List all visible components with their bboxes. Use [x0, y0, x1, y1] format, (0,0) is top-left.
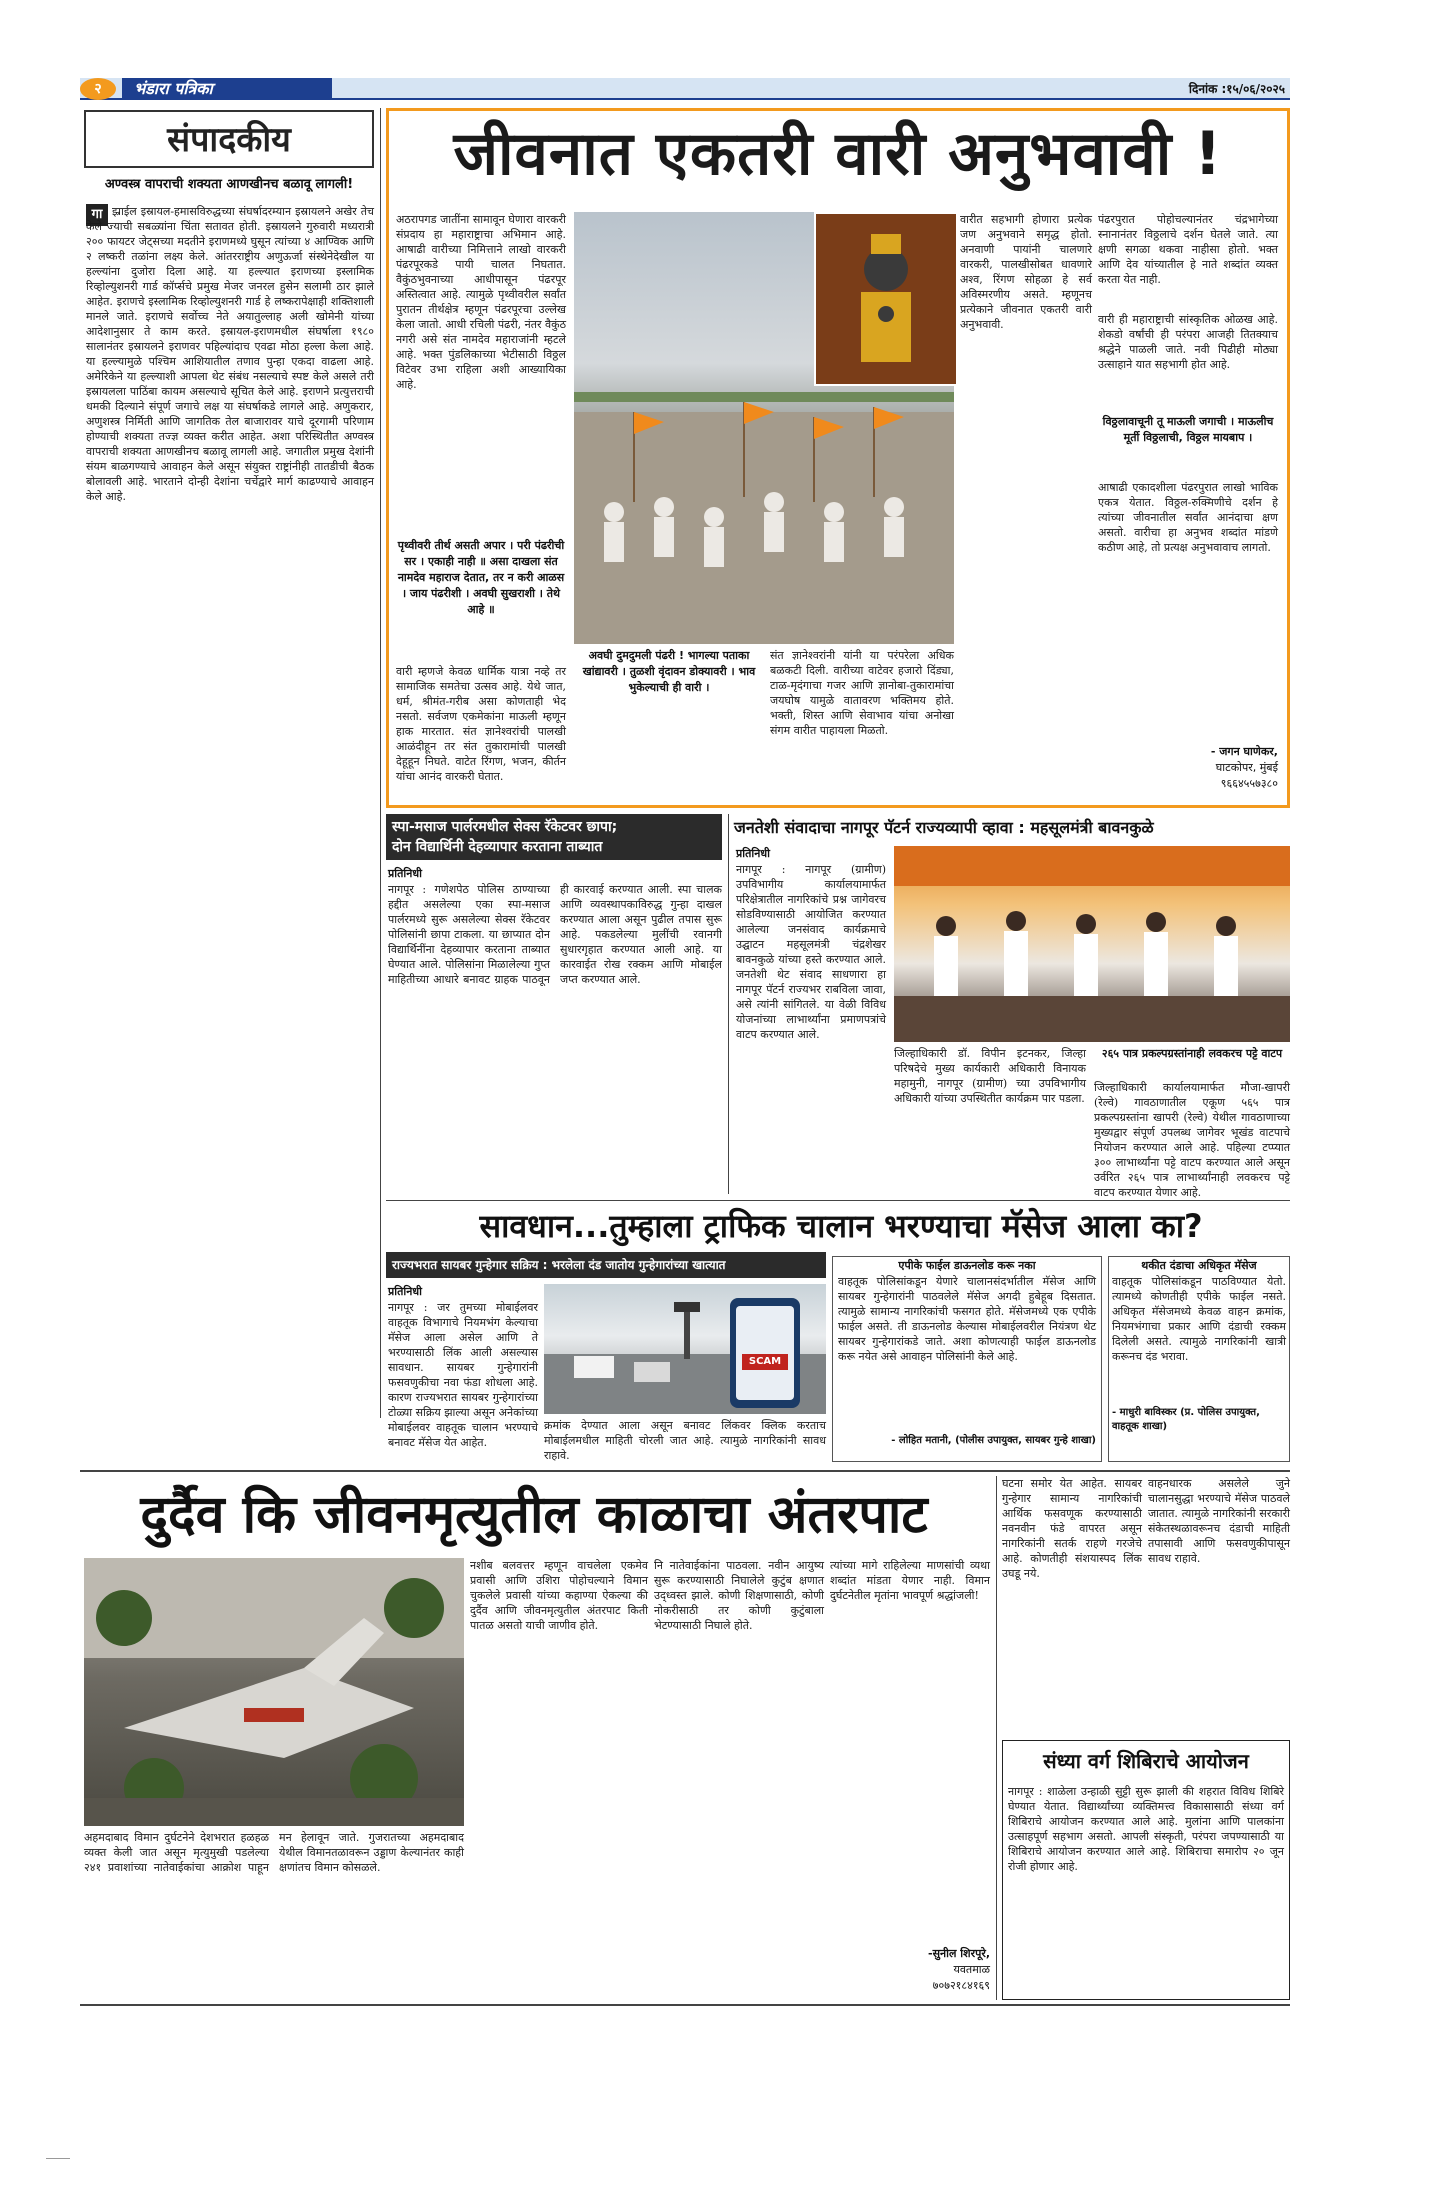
plane-crash-photo: [84, 1558, 464, 1826]
plane-author: -सुनील शिरपूरे,: [928, 1947, 990, 1960]
spa-body: नागपूर : गणेशपेठ पोलिस ठाण्याच्या हद्दीत असलेल्या एका स्पा-मसाज पार्लरमध्ये सुरू असलेल्या सेक्स रॅकेटवर पोलिसांनी छापा टाकला. या छाप्यात दोन विद्यार्थिनींना देहव्यापार करताना ताब्यात घेण्यात आले. पोलिसांना मिळालेल्या गुप्त माहितीच्या आधारे बनावट ग्राहक पाठवून ही कारवाई करण्यात आली. स्पा चालक आणि व्यवस्थापकाविरुद्ध गुन्हा दाखल करण्यात आला असून पुढील तपास सुरू आहे. पकडलेल्या मुलींची रवानगी सुधारगृहात करण्यात आली आहे. या कारवाईत रोख रक्कम आणि मोबाईल जप्त करण्यात आले.: [388, 883, 722, 986]
wari-col3: संत ज्ञानेश्वरांनी यांनी या परंपरेला अधिक बळकटी दिली. वारीच्या वाटेवर हजारो दिंड्या, टाळ-मृदंगाचा गजर आणि ज्ञानोबा-तुकारामांचा जयघोष यामुळे वातावरण भक्तिमय होते. भक्ती, शिस्त आणि सेवाभाव यांचा अनोखा संगम वारीत पाहायला मिळतो.: [770, 649, 954, 737]
plane-col3: नि नातेवाईकांना पाठवला. नवीन आयुष्य सुरू करण्यासाठी निघालेले कुटुंब क्षणात उद्ध्वस्त झाले. कोणी शिक्षणासाठी, कोणी नोकरीसाठी तर कोणी कुटुंबाला भेटण्यासाठी निघाले होते.: [654, 1559, 824, 1632]
wari-author: - जगन घाणेकर,: [1210, 745, 1278, 758]
janata-photo-caption: जिल्हाधिकारी डॉ. विपीन इटनकर, जिल्हा परिषदेचे मुख्य कार्यकारी अधिकारी विनायक महामुनी, नागपूर (ग्रामीण) च्या उपविभागीय अधिकारी यांच्या उपस्थितीत कार्यक्रम पार पडला.: [894, 1047, 1086, 1105]
plane-author-place: यवतमाळ: [953, 1963, 990, 1976]
plane-top-rule: [80, 1470, 1290, 1472]
traffic-right-body: वाहतूक पोलिसांकडून पाठविण्यात येतो. त्यामध्ये कोणतीही एपीके फाईल नसते. अधिकृत मॅसेजमध्ये केवळ वाहन क्रमांक, नियमभंगाचा प्रकार आणि दंडाची रक्कम दिलेली असते. त्यामुळे नागरिकांनी खात्री करूनच दंड भरावा.: [1112, 1275, 1286, 1363]
traffic-right-author: - माधुरी बाविस्कर (प्र. पोलिस उपायुक्त, वाहतूक शाखा): [1112, 1407, 1260, 1432]
wari-author-phone: ९६६४५५७३८०: [1220, 777, 1278, 790]
wari-col4: वारीत सहभागी होणारा प्रत्येक जण अनुभवाने समृद्ध होतो. अनवाणी पायांनी चालणारे वारकरी, पालखीसोबत धावणारे अश्व, रिंगण सोहळा हे सर्व अविस्मरणीय असते. म्हणूनच प्रत्येकाने जीवनात एकतरी वारी अनुभवावी.: [960, 213, 1092, 331]
scam-label: SCAM: [748, 1356, 782, 1367]
traffic-apk-body: वाहतूक पोलिसांकडून येणारे चालानसंदर्भातील मॅसेज आणि सायबर गुन्हेगारांनी पाठवलेले मॅसेज अगदी हुबेहूब दिसतात. त्यामुळे सामान्य नागरिकांची फसगत होते. मॅसेजमध्ये एक एपीके फाईल असते. ती डाऊनलोड केल्यास मोबाईलवरील नियंत्रण थेट सायबर गुन्हेगारांकडे जाते. अशा कोणत्याही फाईल डाऊनलोड करू नयेत असे आवाहन पोलिसांनी केले आहे.: [838, 1275, 1096, 1363]
traffic-apk-title: एपीके फाईल डाऊनलोड करू नका: [898, 1259, 1036, 1272]
editorial-label: संपादकीय: [167, 120, 291, 160]
masthead-name: [122, 78, 332, 100]
plane-photo-art: [84, 1558, 464, 1826]
spa-headline-box: [386, 814, 722, 860]
plane-col2: नशीब बलवत्तर म्हणून वाचलेला एकमेव प्रवासी आणि उशिरा पोहोचल्याने विमान चुकलेले प्रवासी यांच्या कहाण्या ऐकल्या की दुर्दैव आणि जीवनमृत्युतील अंतरपाट किती पातळ असतो याची जाणीव होते.: [470, 1559, 648, 1632]
traffic-headline: सावधान...तुम्हाला ट्राफिक चालान भरण्याचा मॅसेज आला का?: [479, 1207, 1203, 1245]
janata-photo-art: [894, 846, 1290, 1042]
sandhya-body: नागपूर : शाळेला उन्हाळी सुट्टी सुरू झाली की शहरात विविध शिबिरे घेण्यात येतात. विद्यार्थ्यांच्या व्यक्तिमत्त्व विकासासाठी संध्या वर्ग शिबिराचे आयोजन करण्यात आले आहे. मुलांना आणि पालकांना उत्साहपूर्ण सहभाग असतो. आपली संस्कृती, परंपरा जपण्यासाठी या शिबिराचे आयोजन करण्यात आले आहे. शिबिराचा समारोप २० जून रोजी होणार आहे.: [1008, 1785, 1284, 1873]
page-bottom-rule: [80, 2004, 1290, 2006]
vitthal-idol-inset: [814, 212, 958, 386]
plane-headline: दुर्दैव कि जीवनमृत्युतील काळाचा अंतरपाट: [140, 1485, 928, 1545]
janata-sidebar-title: २६५ पात्र प्रकल्पग्रस्तांनाही लवकरच पट्टे वाटप: [1101, 1047, 1283, 1060]
wari-col2: वारी म्हणजे केवळ धार्मिक यात्रा नव्हे तर सामाजिक समतेचा उत्सव आहे. येथे जात, धर्म, श्रीमंत-गरीब असा कोणताही भेद नसतो. सर्वजण एकमेकांना माऊली म्हणून हाक मारतात. संत ज्ञानेश्वरांची पालखी आळंदीहून तर संत तुकारामांची पालखी देहूहून निघते. वाटेत रिंगण, भजन, कीर्तन यांचा आनंद वारकरी घेतात.: [396, 665, 566, 783]
wari-author-place: घाटकोपर, मुंबई: [1215, 761, 1278, 774]
janata-event-photo: [894, 846, 1290, 1042]
page-number-badge: [80, 78, 116, 100]
wari-col1: अठरापगड जातींना सामावून घेणारा वारकरी संप्रदाय हा महाराष्ट्राचा अभिमान आहे. आषाढी वारीच्या निमित्ताने लाखो वारकरी पंढरपूरकडे पायी चालत निघतात. वैकुंठभुवनाच्या आधीपासून पंढरपूर अस्तित्वात आहे. त्यामुळे पृथ्वीवरील सर्वांत पुरातन तीर्थक्षेत्र म्हणून पंढरपूरचा उल्लेख केला जातो. आधी रचिली पंढरी, नंतर वैकुंठ नगरी असे संत नामदेव महाराजांनी म्हटले आहे. भक्त पुंडलिकाच्या भेटीसाठी विठ्ठल विटेवर उभा राहिला अशी आख्यायिका आहे.: [396, 213, 566, 391]
traffic-subhead: राज्यभरात सायबर गुन्हेगार सक्रिय : भरलेला दंड जातोय गुन्हेगारांच्या खात्यात: [392, 1258, 726, 1272]
traffic-subhead-bar: [386, 1252, 826, 1278]
traffic-body-4: वाहनधारक असलेले जुने चालानसुद्धा भरण्याचे मॅसेज पाठवले जातात. त्यामुळे नागरिकांनी सरकारी संकेतस्थळावरूनच दंडाची माहिती तपासावी आणि फसवणुकीपासून सावध राहावे.: [1148, 1477, 1290, 1565]
janata-headline: जनतेशी संवादाचा नागपूर पॅटर्न राज्यव्यापी व्हावा : महसूलमंत्री बावनकुळे: [734, 818, 1154, 837]
traffic-apk-author: - लोहित मतानी, (पोलीस उपायुक्त, सायबर गुन्हे शाखा): [891, 1435, 1096, 1446]
page-number: २: [94, 81, 102, 97]
page-foot-mark: [46, 2158, 70, 2159]
traffic-right-title: थकीत दंडाचा अधिकृत मॅसेज: [1141, 1259, 1257, 1272]
traffic-byline: प्रतिनिधी: [388, 1285, 422, 1298]
editorial-headline: अण्वस्त्र वापराची शक्यता आणखीनच बळावू लागली!: [104, 177, 354, 192]
traffic-scam-photo: [544, 1284, 826, 1414]
plane-col1: अहमदाबाद विमान दुर्घटनेने देशभरात हळहळ व्यक्त केली जात असून मृत्युमुखी पडलेल्या २४१ प्रवाशांच्या नातेवाईकांचा आक्रोश पाहून मन हेलावून जाते. गुजरातच्या अहमदाबाद येथील विमानतळावरून उड्डाण केल्यानंतर काही क्षणांतच विमान कोसळले.: [84, 1831, 464, 1874]
plane-author-phone: ७०७२१८४१६९: [932, 1979, 990, 1992]
janata-body: नागपूर : नागपूर (ग्रामीण) उपविभागीय कार्यालयामार्फत परिक्षेत्रातील नागरिकांचे प्रश्न जागेवरच सोडविण्यासाठी आयोजित करण्यात आलेल्या जनसंवाद कार्यक्रमाचे उद्घाटन महसूलमंत्री चंद्रशेखर बावनकुळे यांच्या हस्ते करण्यात आले. जनतेशी थेट संवाद साधणारा हा नागपूर पॅटर्न राज्यभर राबविला जावा, असे त्यांनी सांगितले. या वेळी विविध योजनांच्या लाभार्थ्यांना प्रमाणपत्रांचे वाटप करण्यात आले.: [736, 863, 886, 1041]
traffic-body-3: घटना समोर येत आहेत. सायबर गुन्हेगार सामान्य नागरिकांची आर्थिक फसवणूक करण्यासाठी नवनवीन फंडे वापरत असून नागरिकांनी सतर्क राहणे गरजेचे आहे. कोणतीही संशयास्पद लिंक उघडू नये.: [1002, 1477, 1142, 1580]
wari-quote-2: विठ्ठलावाचूनी तू माऊली जगाची । माऊलीच मूर्ती विठ्ठलाची, विठ्ठल मायबाप ।: [1102, 415, 1274, 444]
wari-headline: जीवनात एकतरी वारी अनुभवावी !: [453, 119, 1223, 189]
masthead-date: दिनांक :१५/०६/२०२५: [1188, 82, 1285, 96]
sandhya-headline: संध्या वर्ग शिबिराचे आयोजन: [1043, 1749, 1249, 1773]
editorial-body: झ्राईल इस्रायल-हमासविरुद्धच्या संघर्षादरम्यान इस्रायलने अखेर तेच केले ज्याची सबळ्यांना चिंता सतावत होती. इस्रायलने गुरुवारी मध्यरात्री २०० फायटर जेट्सच्या मदतीने इराणमध्ये घुसून त्यांच्या ४ आण्विक आणि २ लष्करी तळांना लक्ष्य केले. आंतरराष्ट्रीय अणुऊर्जा संस्थेनेदेखील या हल्ल्यांना दुजोरा दिला आहे. या हल्ल्यात इराणच्या इस्लामिक रिव्होल्युशनरी गार्ड कॉर्प्सचे प्रमुख मेजर जनरल हुसेन सलामी ठार झाले आहेत. इराणचे इस्लामिक रिव्होल्युशनरी गार्ड हे लष्करापेक्षाही शक्तिशाली मानले जाते. इराणचे सर्वोच्च नेते अयातुल्लाह अली खोमेनी यांच्या आदेशानुसार ते काम करते. इस्रायल-इराणमधील संघर्षाला १९८० सालानंतर इस्रायलने इराणवर पहिल्यांदाच एवढा मोठा हल्ला केला आहे. या हल्ल्यामुळे पश्चिम आशियातील तणाव पुन्हा एकदा वाढला आहे. अमेरिकेने या हल्ल्याशी आपला थेट संबंध नसल्याचे स्पष्ट केले असले तरी इस्रायलला पाठिंबा कायम असल्याचे सूचित केले आहे. इराणने प्रत्युत्तराची धमकी दिल्याने संपूर्ण जगाचे लक्ष या संघर्षाकडे लागले आहे. अणुकरार, अणुशस्त्र निर्मिती आणि जागतिक तेल बाजारावर याचे दूरगामी परिणाम होण्याची शक्यता तज्ज्ञ व्यक्त करीत आहेत. अशा परिस्थितीत अण्वस्त्र वापराची शक्यता आणखीनच बळावू लागली आहे. जगातील प्रमुख देशांनी संयम बाळगण्याचे आवाहन केले असून संयुक्त राष्ट्रांनीही तातडीची बैठक बोलावली आहे. भारताने दोन्ही देशांना चर्चेद्वारे मार्ग काढण्याचे आवाहन केले आहे.: [86, 205, 374, 503]
traffic-photo-art: [544, 1284, 826, 1414]
editorial-divider: [380, 108, 381, 1418]
traffic-body-2: क्रमांक देण्यात आला असून बनावट लिंकवर क्लिक करताच मोबाईलमधील माहिती चोरली जात आहे. त्यामुळे नागरिकांनी सावध राहावे.: [544, 1419, 826, 1462]
traffic-body-1: नागपूर : जर तुमच्या मोबाईलवर वाहतूक विभागाचे नियमभंग केल्याचा मॅसेज आला असेल आणि ते भरण्यासाठी लिंक आली असल्यास सावधान. सायबर गुन्हेगारांनी फसवणुकीचा नवा फंडा शोधला आहे. कारण राज्यभरात सायबर गुन्हेगारांच्या टोळ्या सक्रिय झाल्या असून अनेकांच्या मोबाईलवर वाहतूक चालान भरण्याचे बनावट मॅसेज येत आहेत.: [388, 1301, 538, 1449]
editorial-label-box: [84, 110, 374, 168]
spa-headline-1: स्पा-मसाज पार्लरमधील सेक्स रॅकेटवर छापा;: [392, 819, 618, 835]
janata-sidebar-body: जिल्हाधिकारी कार्यालयामार्फत मौजा-खापरी (रेल्वे) गावठाणातील एकूण ५६५ पात्र प्रकल्पग्रस्तांना खापरी (रेल्वे) येथील गावठाणाच्या मुख्यद्वार संपूर्ण उपलब्ध जागेवर भूखंड वाटपाचे नियोजन करण्यात आले आहे. पहिल्या टप्प्यात ३०० लाभार्थ्यांना पट्टे वाटप करण्यात आले असून उर्वरित २६५ पात्र लाभार्थ्यांनाही लवकरच पट्टे वाटप करण्यात येणार आहे.: [1094, 1081, 1290, 1199]
plane-divider: [996, 1476, 997, 2000]
wari-col6: वारी ही महाराष्ट्राची सांस्कृतिक ओळख आहे. शेकडो वर्षांची ही परंपरा आजही तितक्याच श्रद्धेने पाळली जाते. नवी पिढीही मोठ्या उत्साहाने यात सहभागी होत आहे.: [1098, 313, 1278, 371]
spa-headline-2: दोन विद्यार्थिनी देहव्यापार करताना ताब्यात: [392, 839, 603, 855]
vitthal-idol-icon: [816, 214, 956, 384]
wari-col7: आषाढी एकादशीला पंढरपुरात लाखो भाविक एकत्र येतात. विठ्ठल-रुक्मिणीचे दर्शन हे त्यांच्या जीवनातील सर्वांत आनंदाचा क्षण असतो. वारीचा हा अनुभव शब्दांत मांडणे कठीण आहे, तो प्रत्यक्ष अनुभवावाच लागतो.: [1098, 481, 1278, 554]
spa-byline: प्रतिनिधी: [388, 867, 422, 880]
spa-divider: [728, 814, 729, 1194]
janata-byline: प्रतिनिधी: [736, 847, 770, 860]
wari-photo-caption: अवघी दुमदुमली पंढरी ! भागल्या पताका खांद्यावरी । तुळशी वृंदावन डोक्यावरी । भाव भुकेल्याची ही वारी ।: [582, 649, 756, 694]
plane-col4: त्यांच्या मागे राहिलेल्या माणसांची व्यथा शब्दांत मांडता येणार नाही. विमान दुर्घटनेतील मृतांना भावपूर्ण श्रद्धांजली!: [830, 1559, 990, 1602]
wari-quote-1: पृथ्वीवरी तीर्थ असती अपार । परी पंढरीची सर । एकाही नाही ॥ असा दाखला संत नामदेव महाराज देतात, तर न करी आळस । जाय पंढरीशी । अवघी सुखराशी । तेथे आहे ॥: [397, 539, 565, 616]
editorial-dropcap: गा: [86, 204, 108, 226]
paper-name: भंडारा पत्रिका: [134, 79, 213, 98]
wari-col5: पंढरपुरात पोहोचल्यानंतर चंद्रभागेच्या स्नानानंतर विठ्ठलाचे दर्शन घेतले जाते. त्या क्षणी सगळा थकवा नाहीसा होतो. भक्त आणि देव यांच्यातील हे नाते शब्दांत व्यक्त करता येत नाही.: [1098, 213, 1278, 286]
traffic-top-rule: [386, 1200, 1290, 1201]
